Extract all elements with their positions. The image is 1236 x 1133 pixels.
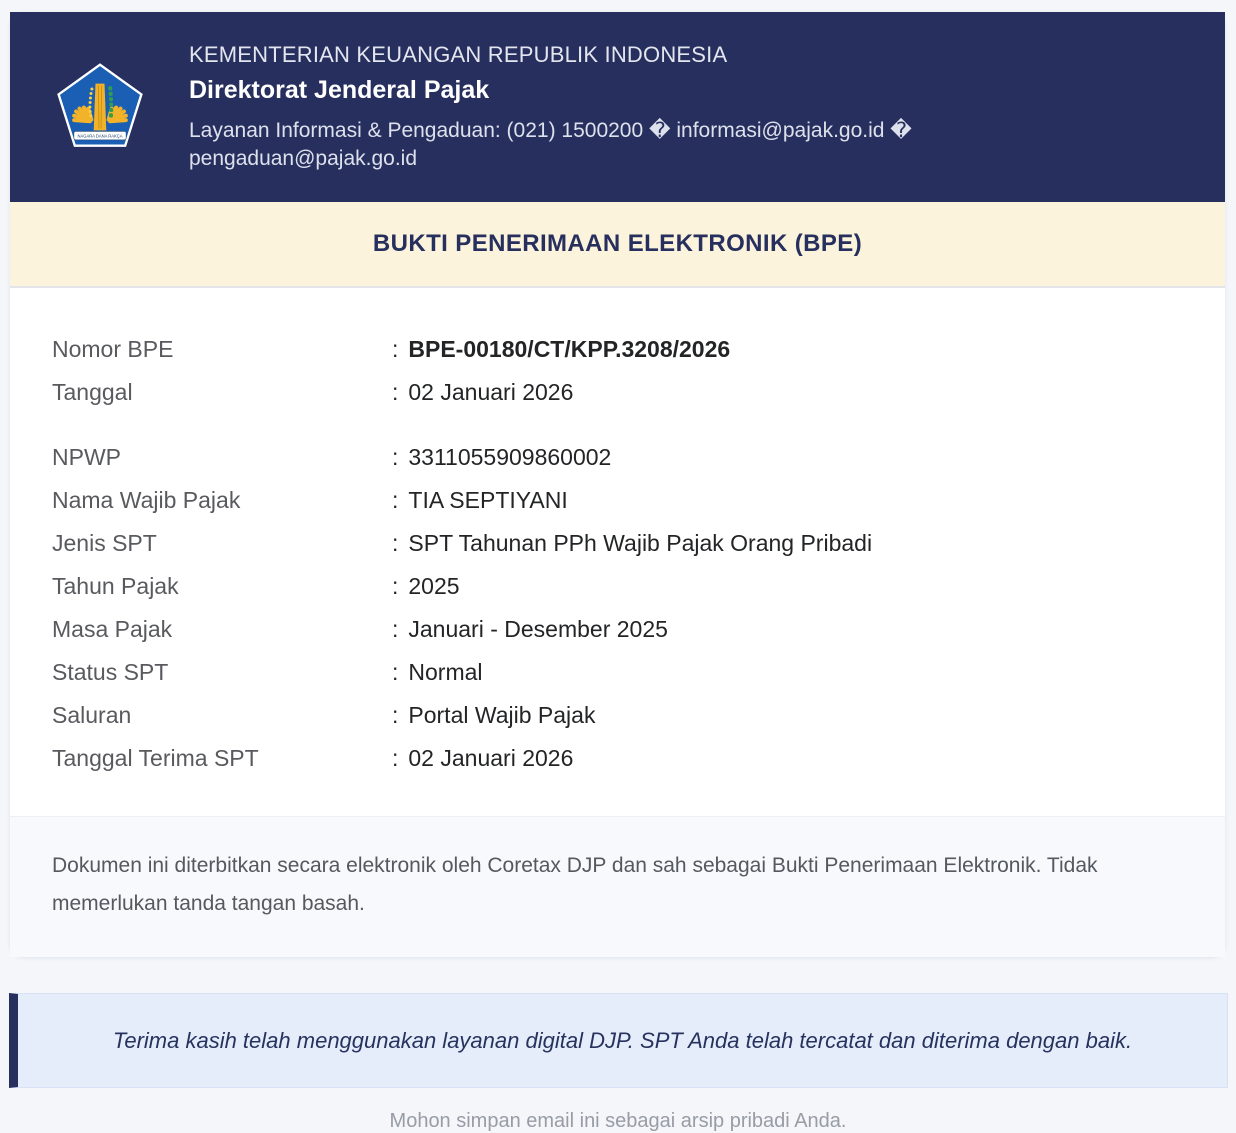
disclaimer-text: Dokumen ini diterbitkan secara elektronik oleh Coretax DJP dan sah sebagai Bukti Penerimaan Elektronik. Tidak memerlukan tanda tangan basah. bbox=[52, 854, 1098, 915]
kemenkeu-emblem-icon bbox=[55, 61, 145, 153]
gold-column bbox=[94, 84, 107, 131]
field-row-tahun-pajak bbox=[52, 565, 1183, 608]
thank-you-box bbox=[9, 993, 1228, 1088]
field-row-nomor-bpe bbox=[52, 328, 1183, 371]
ministry-name: KEMENTERIAN KEUANGAN REPUBLIK INDONESIA bbox=[189, 41, 728, 67]
field-row-npwp bbox=[52, 436, 1183, 479]
field-row-tanggal bbox=[52, 371, 1183, 414]
directorate-name: Direktorat Jenderal Pajak bbox=[189, 75, 490, 104]
field-label: Tahun Pajak bbox=[52, 573, 179, 599]
bpe-fields bbox=[10, 288, 1225, 816]
logo-banner-text: NAGARA DANA RAKÇA bbox=[77, 133, 123, 139]
field-value: 02 Januari 2026 bbox=[408, 379, 574, 405]
colon: : bbox=[392, 487, 399, 513]
field-row-status-spt bbox=[52, 651, 1183, 694]
colon: : bbox=[392, 616, 399, 642]
field-label: Masa Pajak bbox=[52, 616, 173, 642]
colon: : bbox=[392, 336, 399, 362]
letterhead-text bbox=[189, 42, 979, 173]
field-label: Nama Wajib Pajak bbox=[52, 487, 241, 513]
document-title: BUKTI PENERIMAAN ELEKTRONIK (BPE) bbox=[372, 230, 863, 257]
field-value: 2025 bbox=[408, 573, 460, 599]
colon: : bbox=[392, 702, 399, 728]
colon: : bbox=[392, 379, 399, 405]
field-row-jenis-spt bbox=[52, 522, 1183, 565]
field-label: Jenis SPT bbox=[52, 530, 157, 556]
field-value: SPT Tahunan PPh Wajib Pajak Orang Pribadi bbox=[408, 530, 873, 556]
colon: : bbox=[392, 530, 399, 556]
field-label: Tanggal Terima SPT bbox=[52, 745, 259, 771]
field-value: TIA SEPTIYANI bbox=[408, 487, 568, 513]
bpe-document-card bbox=[10, 12, 1225, 957]
field-value: Januari - Desember 2025 bbox=[408, 616, 668, 642]
colon: : bbox=[392, 659, 399, 685]
field-label: NPWP bbox=[52, 444, 121, 470]
field-label: Status SPT bbox=[52, 659, 169, 685]
contact-line: Layanan Informasi & Pengaduan: (021) 1500200 � informasi@pajak.go.id � pengaduan@pajak.go.id bbox=[189, 118, 912, 170]
disclaimer-section bbox=[10, 816, 1225, 957]
archive-note: Mohon simpan email ini sebagai arsip pribadi Anda. bbox=[389, 1110, 847, 1132]
field-row-saluran bbox=[52, 694, 1183, 737]
field-label: Nomor BPE bbox=[52, 336, 174, 362]
field-label: Saluran bbox=[52, 702, 132, 728]
field-value: Portal Wajib Pajak bbox=[408, 702, 596, 728]
field-label: Tanggal bbox=[52, 379, 133, 405]
field-value: 3311055909860002 bbox=[408, 444, 612, 470]
field-row-masa-pajak bbox=[52, 608, 1183, 651]
field-value: 02 Januari 2026 bbox=[408, 745, 574, 771]
thank-you-text: Terima kasih telah menggunakan layanan digital DJP. SPT Anda telah tercatat dan diterima dengan baik. bbox=[112, 1027, 1133, 1053]
colon: : bbox=[392, 444, 399, 470]
field-row-tanggal-terima-spt bbox=[52, 737, 1183, 780]
colon: : bbox=[392, 573, 399, 599]
field-row-nama-wajib-pajak bbox=[52, 479, 1183, 522]
letterhead bbox=[10, 12, 1225, 202]
field-value: BPE-00180/CT/KPP.3208/2026 bbox=[408, 336, 731, 362]
field-value: Normal bbox=[408, 659, 483, 685]
colon: : bbox=[392, 745, 399, 771]
title-band bbox=[10, 202, 1225, 288]
